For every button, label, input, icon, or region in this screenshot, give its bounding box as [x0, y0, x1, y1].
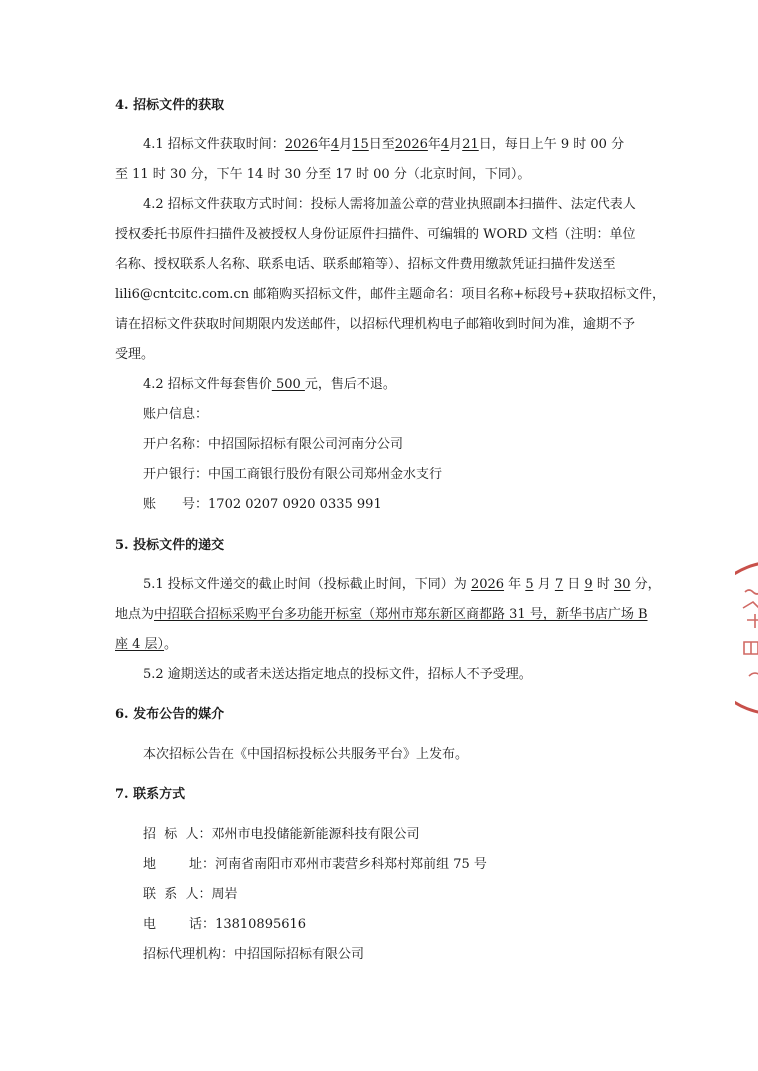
para-5-1-line-1	[143, 576, 661, 594]
contact-row-phone	[143, 916, 306, 934]
text: 年	[504, 577, 526, 592]
month-1: 4	[330, 137, 340, 152]
account-number: 1702 0207 0920 0335 991	[208, 497, 382, 512]
section-7-heading: 7. 联系方式	[115, 787, 186, 802]
section-4-heading: 4. 招标文件的获取	[115, 98, 225, 113]
account-title: 账户信息：	[143, 407, 209, 422]
text: 4.1 招标文件获取时间：	[143, 137, 285, 152]
label: 地 址：	[143, 857, 216, 872]
para-4-3	[143, 376, 396, 394]
label: 开户银行：	[143, 467, 209, 482]
deadline-day: 7	[554, 577, 564, 592]
text: 年	[317, 137, 331, 152]
contact-row-tenderer	[143, 826, 420, 844]
para-5-1-line-3	[115, 636, 177, 654]
para-4-2-line-1: 4.2 招标文件获取方式时间：投标人需将加盖公章的营业执照副本扫描件、法定代表人	[143, 197, 636, 212]
text: 月	[449, 137, 463, 152]
location: 座 4 层）	[115, 637, 165, 652]
location: 中招联合招标采购平台多功能开标室（郑州市郑东新区商都路 31 号，新华书店广场 B	[154, 607, 648, 622]
para-5-2: 5.2 逾期送达的或者未送达指定地点的投标文件，招标人不予受理。	[143, 667, 532, 682]
value: 河南省南阳市邓州市裴营乡科郑村郑前组 75 号	[215, 857, 487, 872]
para-5-1-line-2	[115, 606, 648, 624]
text: 日，每日上午 9 时 00 分	[478, 137, 625, 152]
para-4-2-line-4: lili6@cntcitc.com.cn 邮箱购买招标文件，邮件主题命名：项目名称+标段号+获取招标文件，	[115, 287, 665, 302]
para-4-2-line-5: 请在招标文件获取时间期限内发送邮件，以招标代理机构电子邮箱收到时间为准，逾期不予	[115, 317, 636, 332]
contact-row-agency	[143, 946, 364, 964]
day-2: 21	[462, 137, 479, 152]
year-2: 2026	[394, 137, 428, 152]
text: 日	[563, 577, 585, 592]
text: 4.2 招标文件每套售价	[143, 377, 272, 392]
month-2: 4	[440, 137, 450, 152]
value: 13810895616	[215, 917, 307, 932]
section-6-heading: 6. 发布公告的媒介	[115, 707, 225, 722]
para-4-2-line-2: 授权委托书原件扫描件及被授权人身份证原件扫描件、可编辑的 WORD 文档（注明：单位	[115, 227, 636, 242]
deadline-minute: 30	[613, 577, 631, 592]
text: 月	[339, 137, 353, 152]
account-name: 中招国际招标有限公司河南分公司	[208, 437, 404, 452]
price: 500	[271, 377, 305, 392]
media-text: 本次招标公告在《中国招标投标公共服务平台》上发布。	[143, 747, 469, 762]
label: 开户名称：	[143, 437, 209, 452]
contact-row-person	[143, 886, 238, 904]
account-name-row	[143, 436, 403, 454]
para-4-1-line-2: 至 11 时 30 分，下午 14 时 30 分至 17 时 00 分（北京时间，下同）。	[115, 167, 531, 182]
text: 日至	[368, 137, 395, 152]
bank-name: 中国工商银行股份有限公司郑州金水支行	[208, 467, 443, 482]
text: 月	[533, 577, 555, 592]
label: 账	[143, 497, 157, 512]
section-5-heading: 5. 投标文件的递交	[115, 538, 225, 553]
text: 地点为	[115, 607, 155, 622]
para-4-1-line-1	[143, 136, 624, 154]
text: 元，售后不退。	[304, 377, 396, 392]
deadline-hour: 9	[584, 577, 593, 592]
deadline-month: 5	[525, 577, 534, 592]
contact-row-address	[143, 856, 487, 874]
day-1: 15	[352, 137, 369, 152]
label: 电 话：	[143, 917, 216, 932]
para-4-2-line-3: 名称、授权联系人名称、联系电话、联系邮箱等）、招标文件费用缴款凭证扫描件发送至	[115, 257, 616, 272]
text: 年	[427, 137, 441, 152]
text: 时	[592, 577, 614, 592]
deadline-year: 2026	[470, 577, 505, 592]
label: 招标代理机构：	[143, 947, 235, 962]
text: 分，	[630, 577, 661, 592]
value: 周岩	[211, 887, 238, 902]
para-4-2-line-6: 受理。	[115, 347, 155, 362]
label: 招 标 人：	[143, 827, 212, 842]
year-1: 2026	[284, 137, 318, 152]
value: 中招国际招标有限公司	[234, 947, 365, 962]
value: 邓州市电投储能新能源科技有限公司	[211, 827, 420, 842]
account-number-row	[143, 496, 382, 514]
label: 号：	[182, 497, 209, 512]
text: 。	[164, 637, 178, 652]
text: 5.1 投标文件递交的截止时间（投标截止时间，下同）为	[143, 577, 471, 592]
bank-row	[143, 466, 442, 484]
label: 联 系 人：	[143, 887, 212, 902]
company-seal-stamp	[735, 558, 758, 718]
